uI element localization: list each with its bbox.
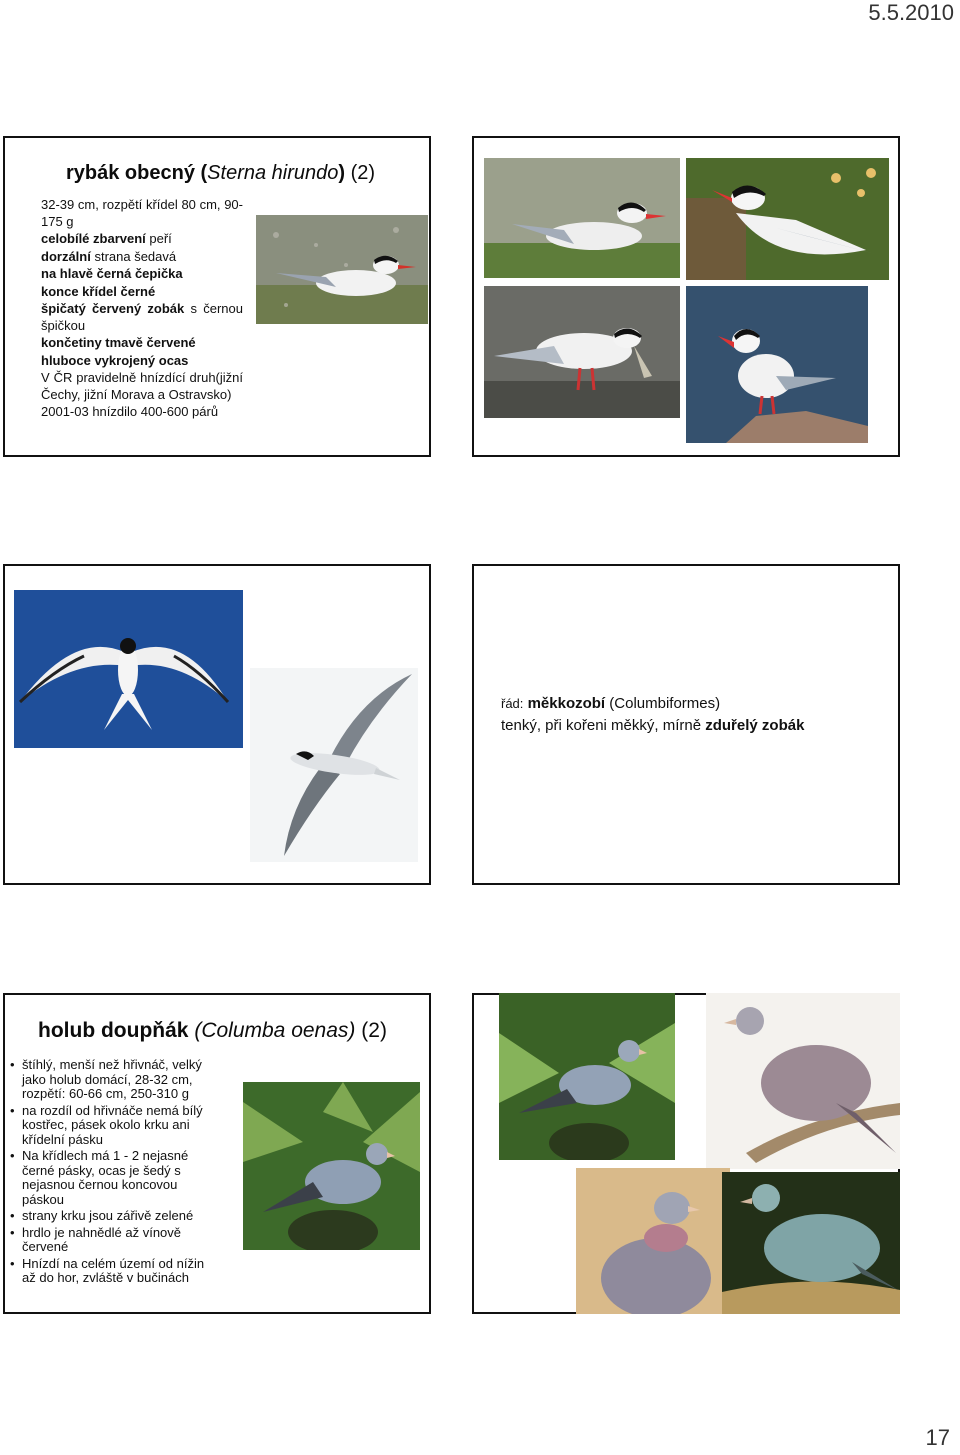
bullet-list <box>41 197 243 422</box>
bullet-text: strana šedavá <box>90 248 177 264</box>
bullet-item <box>10 1149 222 1207</box>
bullet-item <box>41 301 243 334</box>
order-latin: (Columbiformes) <box>609 695 721 712</box>
bullet-line: • na rozdíl od hřivnáče nemá bílý <box>22 1102 203 1118</box>
slide-title: rybák obecný (Sterna hirundo) (2) <box>66 162 376 184</box>
order-name: měkkozobí <box>527 695 606 712</box>
tern-photo <box>256 215 428 324</box>
tern-on-wood-photo <box>686 158 889 280</box>
bullet-item <box>10 1104 222 1148</box>
bullet-item <box>10 1209 222 1224</box>
bullet-item <box>41 335 243 352</box>
tern-flying-blue-sky-photo <box>14 590 243 748</box>
bullet-item <box>10 1226 222 1255</box>
bullet-text: 2001-03 hnízdilo 400-600 párů <box>41 404 219 419</box>
bullet-bold-text: končetiny tmavě červené <box>41 335 196 350</box>
title-suffix: (2) <box>361 1019 387 1042</box>
bullet-line: páskou <box>22 1191 64 1207</box>
bullet-item <box>41 197 243 230</box>
bullet-text: s černou špičkou <box>41 301 243 333</box>
stock-dove-on-branch-photo <box>706 993 900 1169</box>
bullet-line: nejasnou černou koncovou <box>22 1177 178 1192</box>
stock-dove-on-log-photo <box>722 1172 900 1314</box>
order-text <box>501 693 804 737</box>
bullet-bold-text: špičatý červený zobák <box>41 301 185 316</box>
bullet-line: • štíhlý, menší než hřivnáč, velký <box>22 1058 202 1072</box>
tern-on-rock-photo <box>686 286 868 443</box>
bullet-line: • hrdlo je nahnědlé až vínově <box>22 1224 182 1240</box>
bullet-line: • Hnízdí na celém území od nížin <box>22 1255 205 1271</box>
bullet-line: křídelní pásku <box>22 1131 103 1147</box>
bullet-bold-text: dorzální <box>41 248 91 264</box>
title-common-name: holub doupňák <box>38 1019 189 1042</box>
title-latin-name: Sterna hirundo <box>207 162 339 184</box>
bullet-bold-text: hluboce vykrojený ocas <box>41 352 189 368</box>
bullet-text: peří <box>145 231 172 246</box>
tern-standing-photo <box>484 158 680 278</box>
title-suffix: (2) <box>350 162 376 184</box>
stock-dove-portrait-photo <box>576 1168 730 1314</box>
bullet-line: rozpětí: 60-66 cm, 250-310 g <box>22 1086 189 1101</box>
bullet-item <box>41 266 243 283</box>
bullet-text: V ČR pravidelně hnízdící druh(jižní Čechy, jižní Morava a Ostravsko) <box>41 370 243 402</box>
bullet-bold-text: na hlavě černá čepička <box>41 266 183 281</box>
tern-with-fish-photo <box>484 286 680 418</box>
bullet-item <box>41 284 243 301</box>
bullet-bold-text: celobílé zbarvení <box>41 231 146 246</box>
bullet-line: jako holub domácí, 28-32 cm, <box>22 1071 193 1087</box>
bullet-line: černé pásky, ocas je šedý s <box>22 1162 181 1178</box>
bullet-item <box>41 249 243 266</box>
bullet-item <box>10 1257 222 1286</box>
bullet-line: • strany krku jsou zářivě zelené <box>22 1208 194 1223</box>
tern-flying-light-sky-photo <box>250 668 418 862</box>
order-description-bold: zduřelý zobák <box>705 717 805 734</box>
bullet-text: 32-39 cm, rozpětí křídel 80 cm, 90-175 g <box>41 197 243 229</box>
bullet-list <box>10 1058 222 1288</box>
page-number: 17 <box>925 1425 950 1450</box>
order-label: řád: <box>501 696 524 711</box>
bullet-item <box>41 231 243 248</box>
slide-title <box>38 1019 387 1043</box>
bullet-item <box>10 1058 222 1102</box>
bullet-item <box>41 370 243 403</box>
bullet-line: • Na křídlech má 1 - 2 nejasné <box>22 1148 189 1163</box>
bullet-bold-text: konce křídel černé <box>41 283 156 299</box>
order-line <box>501 693 804 715</box>
title-latin-name: (Columba oenas) <box>194 1019 356 1042</box>
bullet-line: až do hor, zvláště v bučinách <box>22 1270 189 1285</box>
order-description <box>501 715 804 737</box>
order-description-text: tenký, při kořeni měkký, mírně <box>501 717 706 734</box>
bullet-item <box>41 353 243 370</box>
title-common-name: rybák obecný <box>66 162 195 184</box>
bullet-item <box>41 404 243 421</box>
header-date: 5.5.2010 <box>868 0 954 25</box>
bullet-line: kostřec, pásek okolo krku ani <box>22 1117 190 1132</box>
stock-dove-on-moss-photo <box>243 1082 420 1250</box>
bullet-line: červené <box>22 1239 69 1254</box>
stock-dove-ferns-photo <box>499 993 675 1160</box>
